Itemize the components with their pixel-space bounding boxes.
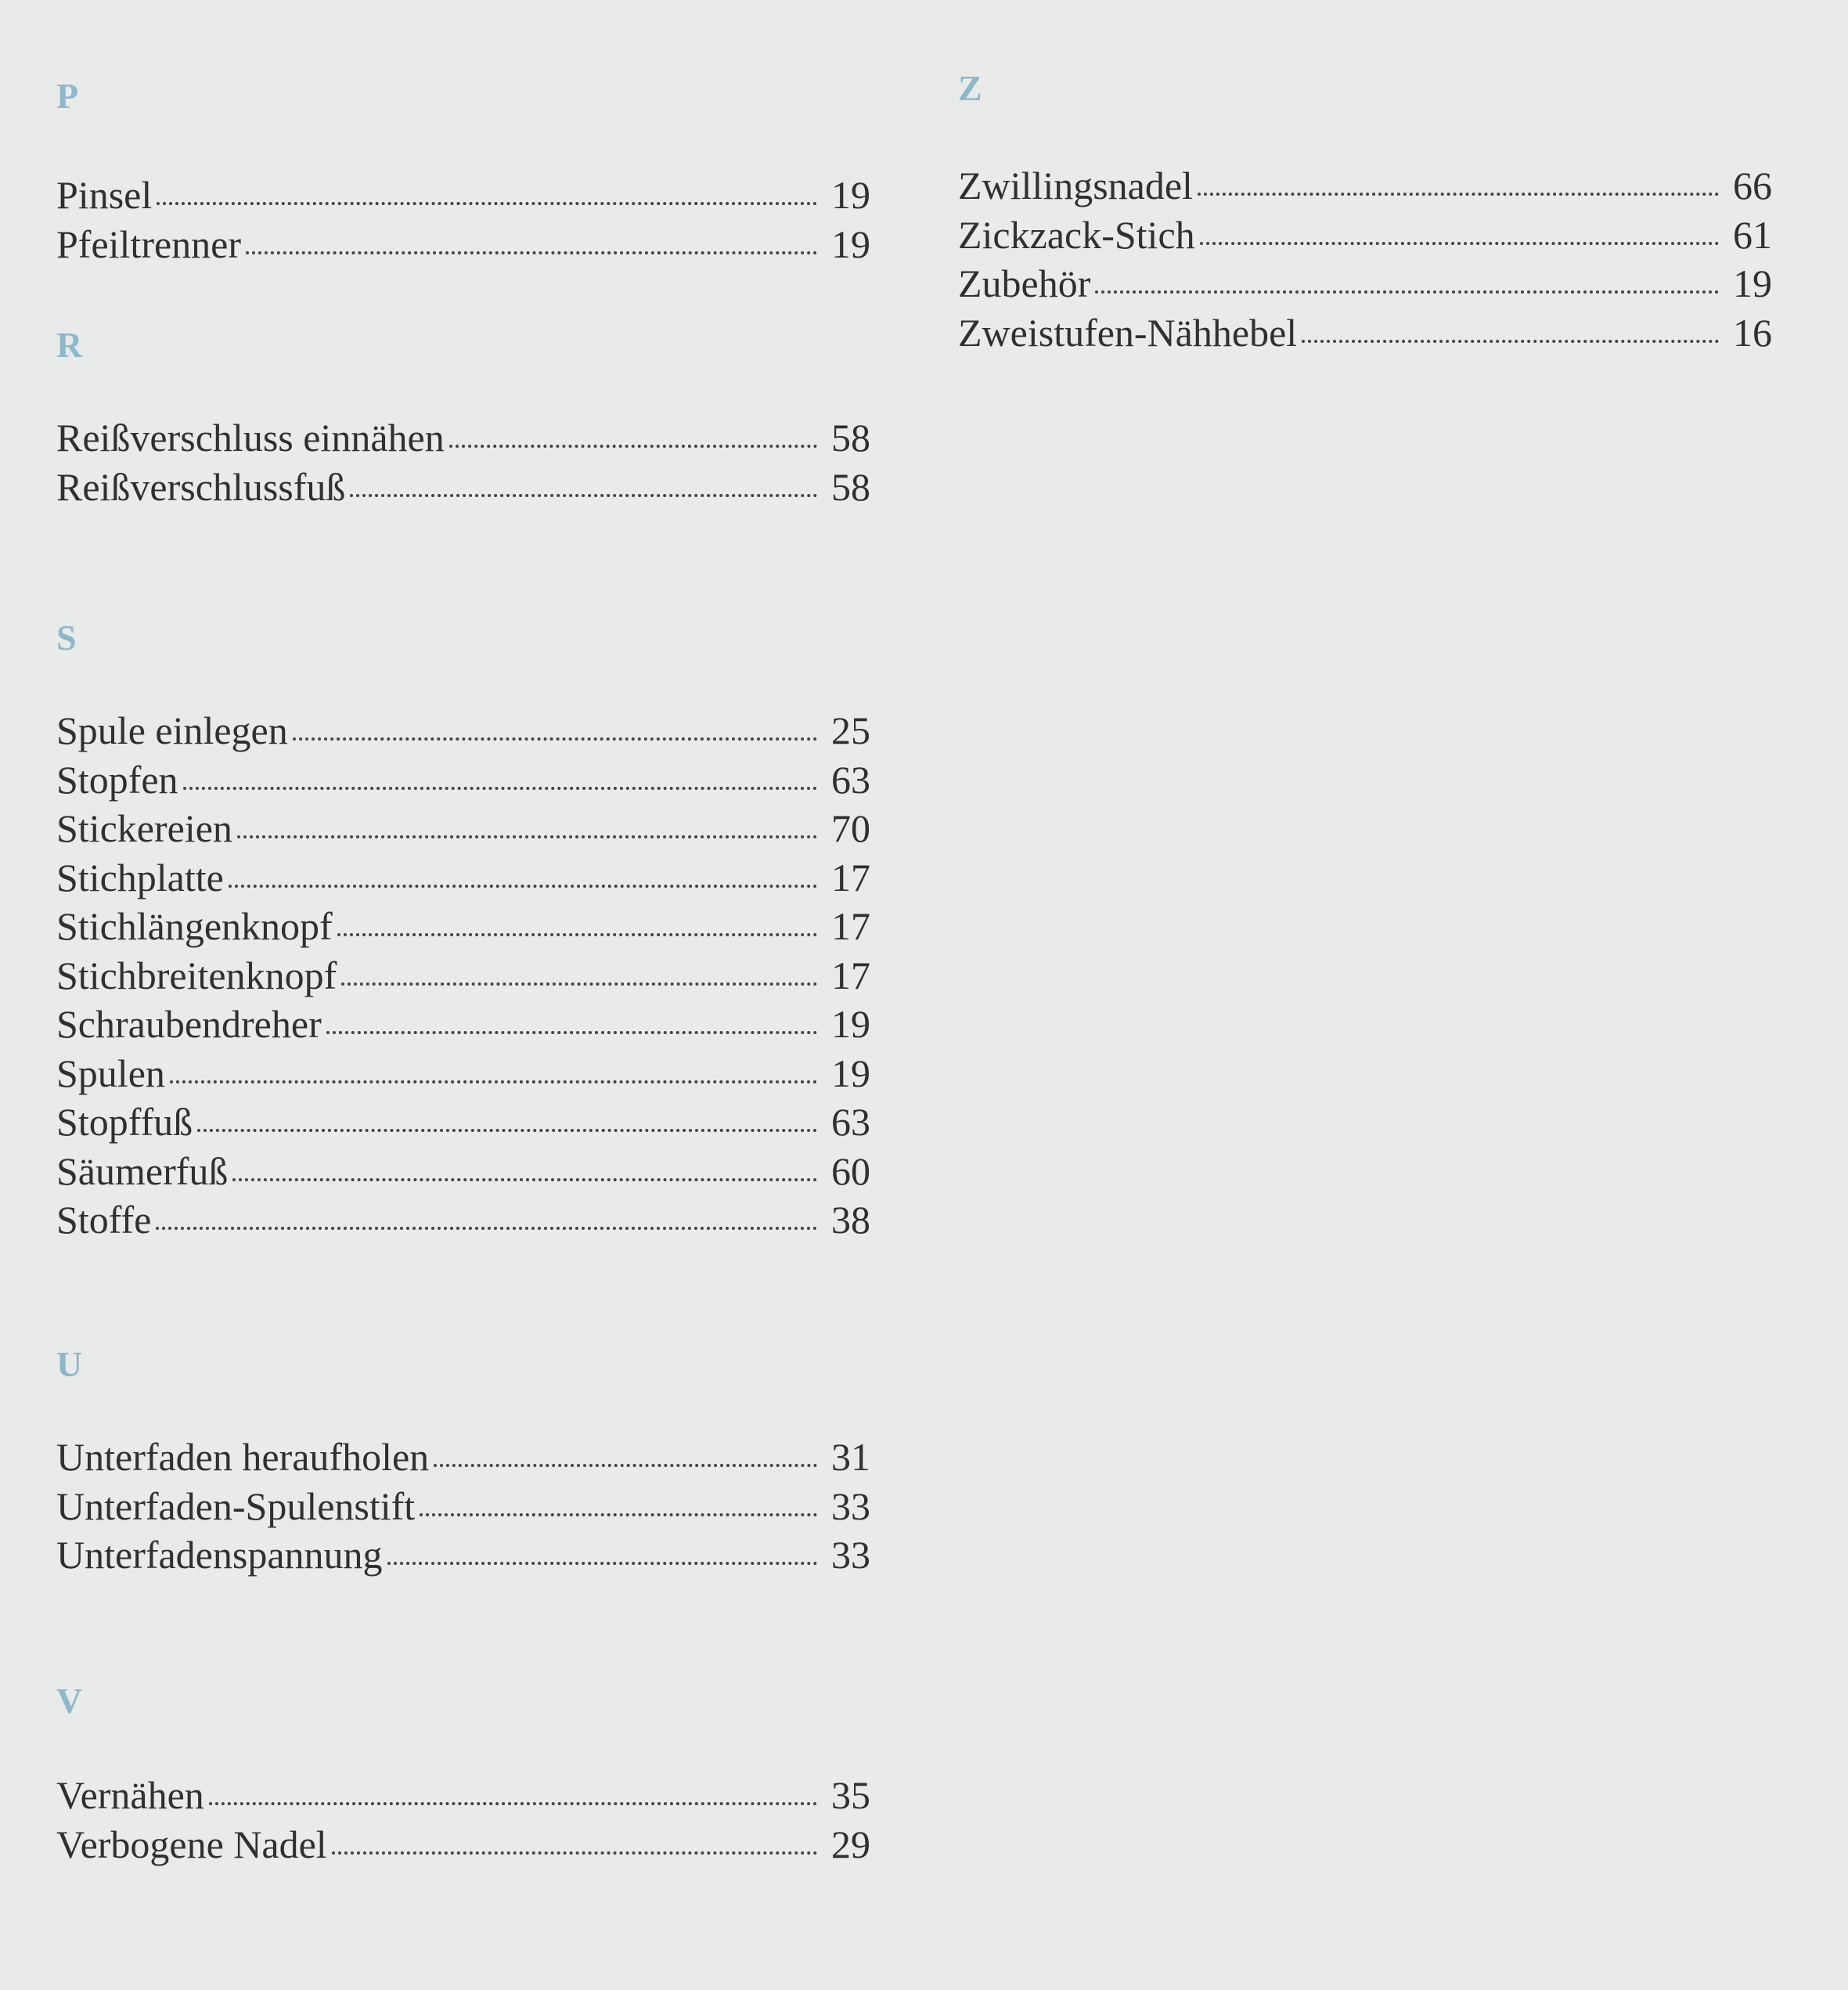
index-entry <box>56 1098 870 1147</box>
index-entry <box>56 1147 870 1196</box>
entry-term: Zweistufen-Nähhebel <box>958 310 1298 355</box>
leader-dots <box>232 1177 817 1181</box>
entry-page: 66 <box>1733 164 1772 207</box>
leader-dots <box>229 884 817 888</box>
leader-dots <box>237 835 817 838</box>
entry-term: Reißverschlussfuß <box>56 464 346 509</box>
leader-dots <box>209 1801 817 1805</box>
leader-dots <box>434 1463 817 1467</box>
leader-dots <box>420 1512 817 1516</box>
entry-term: Spule einlegen <box>56 708 288 752</box>
section-letter: U <box>56 1344 83 1384</box>
entry-term: Schraubendreher <box>56 1002 322 1046</box>
entry-term: Unterfaden heraufholen <box>56 1435 430 1479</box>
leader-dots <box>1095 290 1719 294</box>
entry-term: Zickzack-Stich <box>958 212 1195 257</box>
entry-page: 16 <box>1733 310 1772 355</box>
entry-term: Unterfadenspannung <box>56 1533 383 1577</box>
entry-page: 29 <box>831 1822 870 1866</box>
entry-page: 60 <box>831 1148 870 1193</box>
entry-term: Stickereien <box>56 806 232 850</box>
leader-dots <box>157 201 817 205</box>
entry-term: Pfeiltrenner <box>56 222 242 266</box>
entry-term: Spulen <box>56 1051 165 1095</box>
index-entry <box>56 1433 870 1482</box>
leader-dots <box>1198 192 1719 196</box>
leader-dots <box>337 932 817 936</box>
index-entry <box>958 161 1772 211</box>
leader-dots <box>326 1030 817 1034</box>
entry-page: 61 <box>1733 212 1772 257</box>
index-entry <box>56 1000 870 1049</box>
entry-term: Zwillingsnadel <box>958 164 1193 207</box>
index-entry <box>958 308 1772 358</box>
entry-page: 58 <box>831 464 870 509</box>
index-entry <box>56 1820 870 1869</box>
entry-page: 19 <box>831 1002 870 1046</box>
entry-page: 70 <box>831 806 870 850</box>
section-letter: S <box>56 618 77 658</box>
leader-dots <box>293 737 817 741</box>
index-entry <box>958 259 1772 308</box>
index-entry <box>56 755 870 805</box>
leader-dots <box>156 1226 817 1230</box>
entry-term: Zubehör <box>958 261 1091 305</box>
index-entry <box>56 853 870 903</box>
entry-term: Stopfen <box>56 757 178 802</box>
entry-page: 33 <box>831 1483 870 1528</box>
section-letter: P <box>56 76 79 116</box>
entry-term: Stopffuß <box>56 1100 193 1144</box>
index-entry <box>56 902 870 951</box>
section-letter: R <box>56 325 83 365</box>
index-entry <box>56 1195 870 1245</box>
index-entry <box>56 1482 870 1531</box>
leader-dots <box>332 1851 817 1855</box>
entry-term: Stichplatte <box>56 855 224 899</box>
entry-term: Vernähen <box>56 1773 204 1817</box>
entry-page: 35 <box>831 1773 870 1817</box>
entry-list <box>56 1433 870 1580</box>
entry-page: 17 <box>831 855 870 899</box>
index-entry <box>56 804 870 853</box>
entry-term: Säumerfuß <box>56 1148 229 1193</box>
entry-list <box>56 413 870 511</box>
entry-page: 17 <box>831 904 870 948</box>
entry-page: 63 <box>831 757 870 802</box>
entry-page: 19 <box>831 173 870 217</box>
entry-page: 19 <box>1733 261 1772 305</box>
entry-page: 19 <box>831 222 870 266</box>
entry-page: 19 <box>831 1051 870 1095</box>
leader-dots <box>246 251 817 254</box>
entry-term: Stoffe <box>56 1198 152 1242</box>
index-entry <box>56 1530 870 1580</box>
leader-dots <box>1302 339 1719 343</box>
entry-page: 33 <box>831 1533 870 1577</box>
entry-list <box>958 161 1772 357</box>
section-letter: V <box>56 1681 83 1721</box>
entry-term: Pinsel <box>56 173 153 217</box>
index-entry <box>56 220 870 269</box>
entry-term: Unterfaden-Spulenstift <box>56 1483 416 1528</box>
entry-list <box>56 171 870 269</box>
entry-term: Stichlängenknopf <box>56 904 333 948</box>
index-entry <box>56 951 870 1000</box>
entry-page: 58 <box>831 416 870 460</box>
entry-term: Stichbreitenknopf <box>56 953 337 997</box>
entry-term: Reißverschluss einnähen <box>56 416 445 460</box>
index-entry <box>56 706 870 755</box>
entry-page: 38 <box>831 1198 870 1242</box>
leader-dots <box>1200 241 1719 245</box>
entry-list <box>56 1771 870 1869</box>
leader-dots <box>183 786 817 790</box>
entry-page: 63 <box>831 1100 870 1144</box>
index-entry <box>56 1771 870 1820</box>
entry-term: Verbogene Nadel <box>56 1822 327 1866</box>
index-entry <box>56 413 870 463</box>
index-entry <box>56 1049 870 1098</box>
entry-page: 17 <box>831 953 870 997</box>
leader-dots <box>350 493 817 497</box>
entry-list <box>56 706 870 1245</box>
entry-page: 25 <box>831 708 870 752</box>
leader-dots <box>387 1561 817 1565</box>
index-entry <box>56 171 870 220</box>
index-entry <box>56 463 870 512</box>
index-entry <box>958 211 1772 260</box>
section-letter: Z <box>958 68 982 108</box>
leader-dots <box>341 982 817 986</box>
leader-dots <box>170 1080 817 1083</box>
leader-dots <box>449 444 817 448</box>
leader-dots <box>197 1128 817 1132</box>
entry-page: 31 <box>831 1435 870 1479</box>
